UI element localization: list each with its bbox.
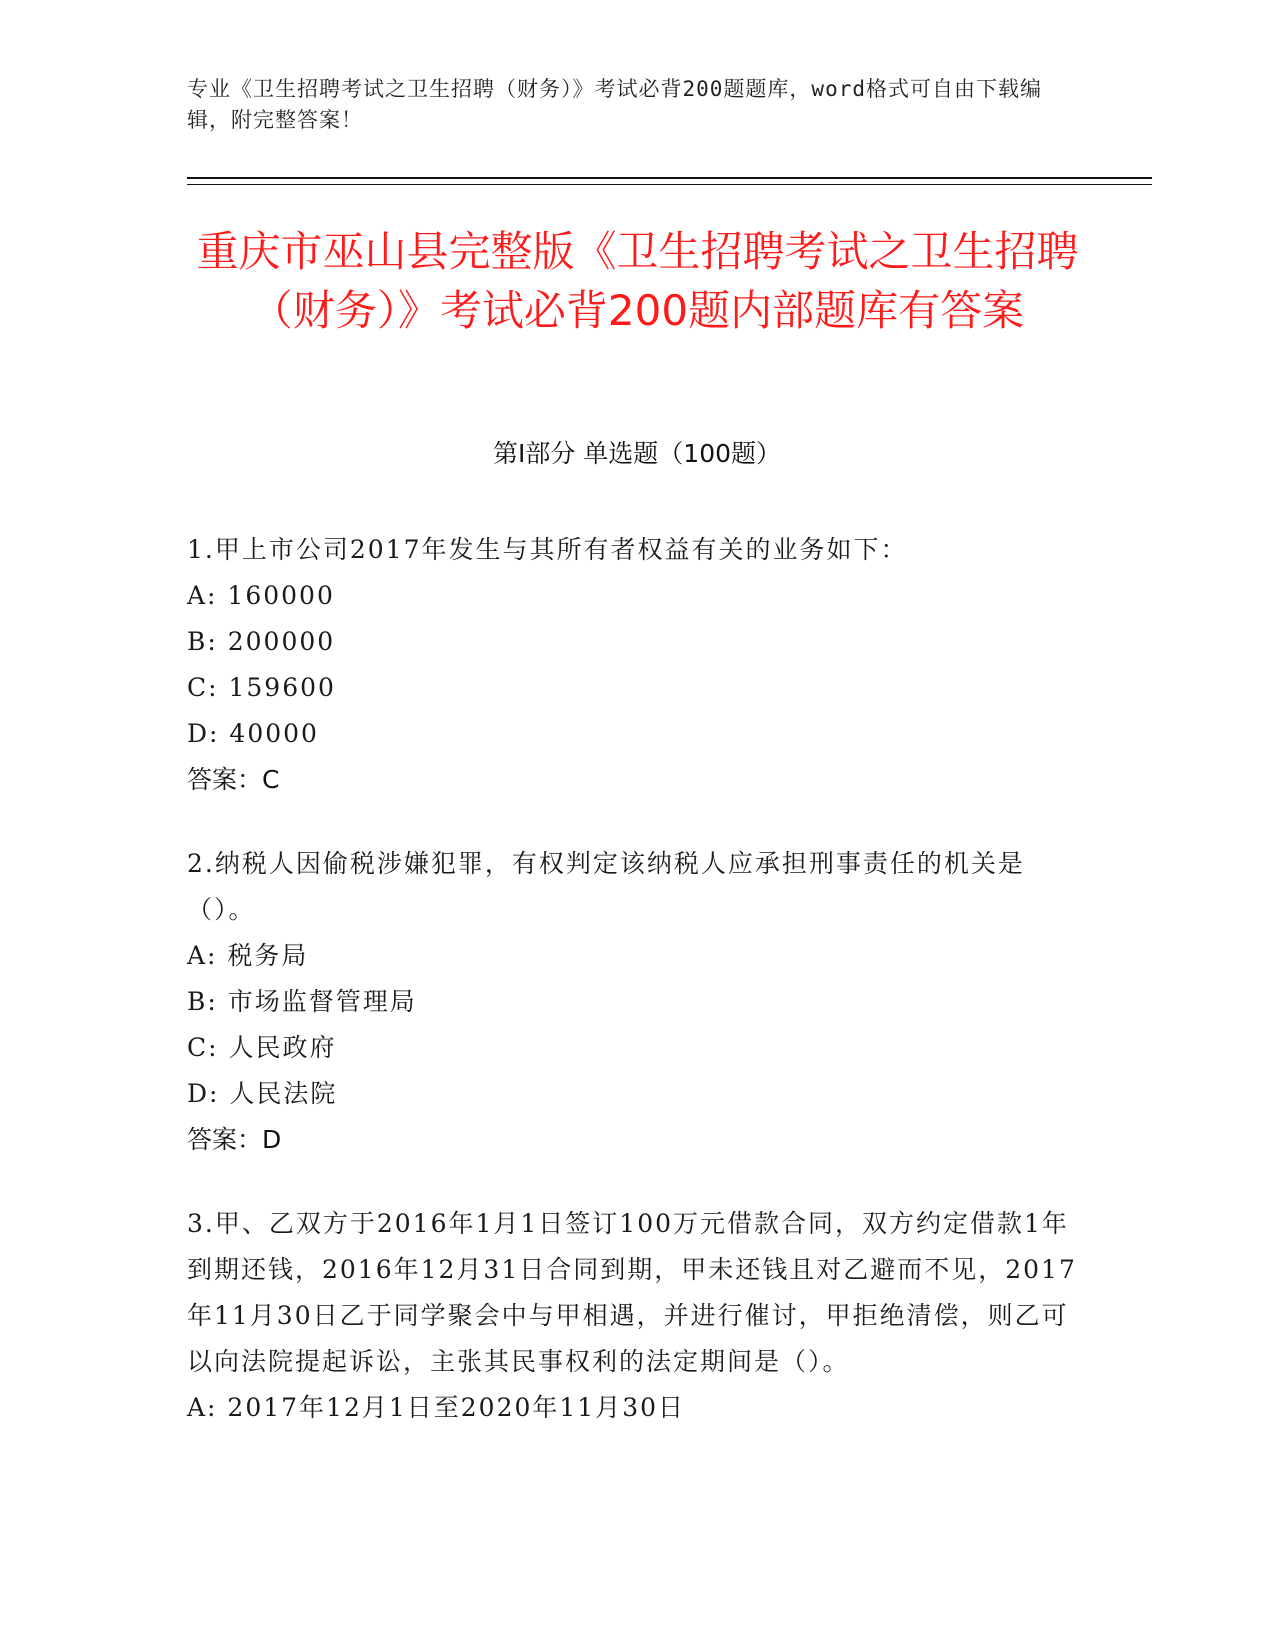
- answer: 答案：D: [187, 1125, 282, 1154]
- option-a: A: 160000: [187, 581, 335, 610]
- question-stem: 2.纳税人因偷税涉嫌犯罪，有权判定该纳税人应承担刑事责任的机关是（）。: [187, 849, 1025, 924]
- option-c: C: 159600: [187, 673, 336, 702]
- question-1: [187, 527, 1077, 803]
- option-a: A: 2017年12月1日至2020年11月30日: [187, 1393, 686, 1422]
- section-title: 第Ⅰ部分 单选题（100题）: [492, 439, 782, 468]
- option-a: A: 税务局: [187, 941, 309, 970]
- option-c: C: 人民政府: [187, 1033, 337, 1062]
- answer: 答案：C: [187, 765, 280, 794]
- question-3: [187, 1201, 1077, 1431]
- header-note: 专业《卫生招聘考试之卫生招聘（财务）》考试必背200题题库，word格式可自由下载编辑，附完整答案！: [187, 77, 1042, 132]
- header-rule-thin: [187, 184, 1152, 185]
- question-list: [187, 527, 1077, 1469]
- question-stem: 1.甲上市公司2017年发生与其所有者权益有关的业务如下：: [187, 535, 908, 564]
- option-b: B: 市场监督管理局: [187, 987, 417, 1016]
- option-d: D: 人民法院: [187, 1079, 338, 1108]
- document-title: 重庆市巫山县完整版《卫生招聘考试之卫生招聘（财务）》考试必背200题内部题库有答案: [196, 227, 1079, 335]
- question-2: [187, 841, 1077, 1163]
- option-d: D: 40000: [187, 719, 319, 748]
- question-stem: 3.甲、乙双方于2016年1月1日签订100万元借款合同，双方约定借款1年到期还钱，2016年12月31日合同到期，甲未还钱且对乙避而不见，2017年11月30日乙于同学聚会中与甲相遇，并进行催讨，甲拒绝清偿，则乙可以向法院提起诉讼，主张其民事权利的法定期间是（）。: [187, 1209, 1077, 1376]
- option-b: B: 200000: [187, 627, 336, 656]
- header-rule-thick: [187, 177, 1152, 179]
